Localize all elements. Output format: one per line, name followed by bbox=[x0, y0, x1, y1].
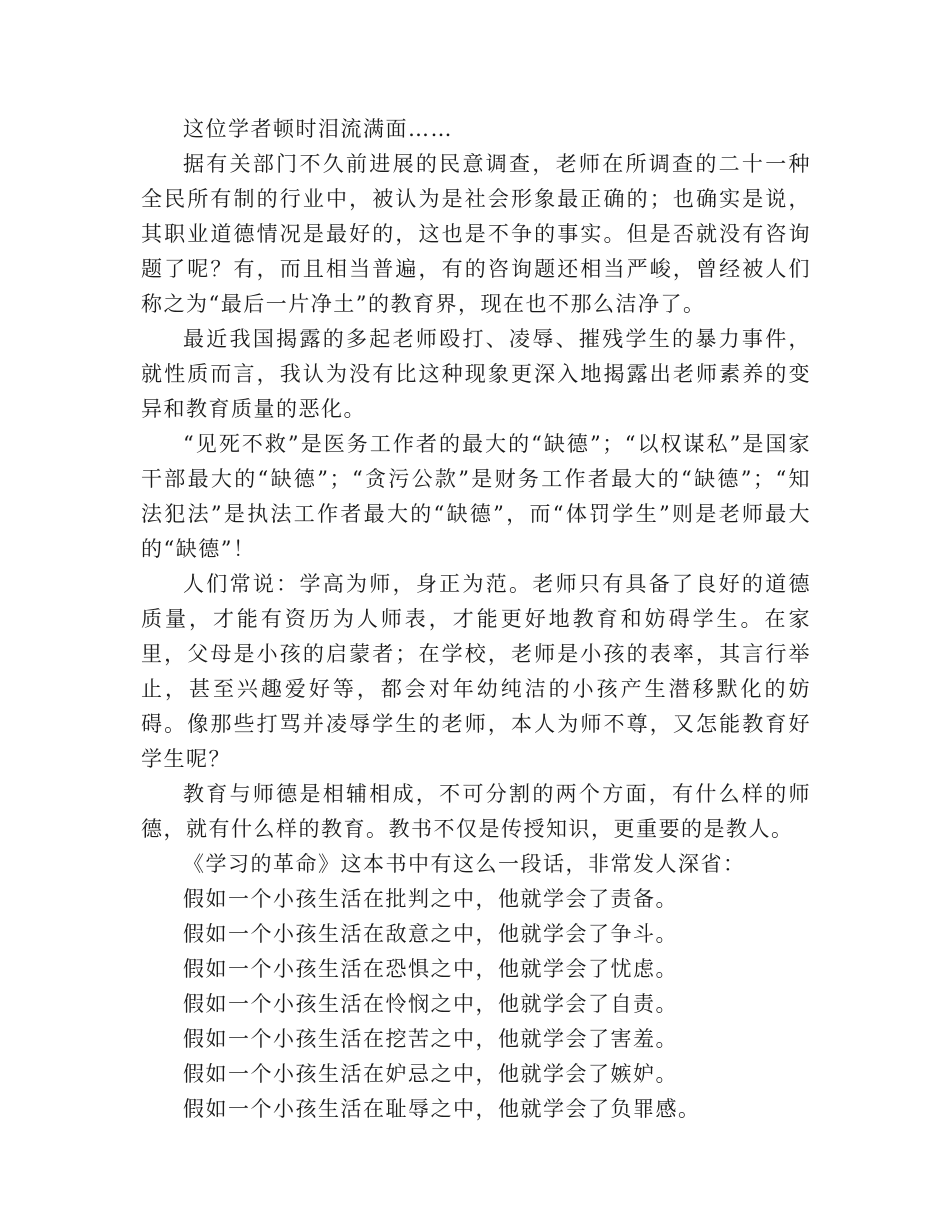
quote-line-7: 假如一个小孩生活在耻辱之中，他就学会了负罪感。 bbox=[183, 1097, 701, 1121]
paragraph-3: 最近我国揭露的多起老师殴打、凌辱、摧残学生的暴力事件，就性质而言，我认为没有比这种现象更深入地揭露出老师素养的变异和教育质量的恶化。 bbox=[141, 327, 811, 421]
quote-line-2: 假如一个小孩生活在敌意之中，他就学会了争斗。 bbox=[183, 922, 678, 946]
paragraph-5: 人们常说：学高为师，身正为范。老师只有具备了良好的道德质量，才能有资历为人师表，才能更好地教育和妨碍学生。在家里，父母是小孩的启蒙者；在学校，老师是小孩的表率，其言行举止，甚至兴趣爱好等，都会对年幼纯洁的小孩产生潜移默化的妨碍。像那些打骂并凌辱学生的老师，本人为师不尊，又怎能教育好学生呢？ bbox=[141, 572, 811, 771]
quote-line-6: 假如一个小孩生活在妒忌之中，他就学会了嫉妒。 bbox=[183, 1062, 678, 1086]
paragraph-4: “见死不救”是医务工作者的最大的“缺德”；“以权谋私”是国家干部最大的“缺德”；“贪污公款”是财务工作者最大的“缺德”；“知法犯法”是执法工作者最大的“缺德”，而“体罚学生”则是老师最大的“缺德”！ bbox=[141, 432, 811, 561]
paragraph-7: 《学习的革命》这本书中有这么一段话，非常发人深省： bbox=[183, 852, 746, 876]
paragraph-1: 这位学者顿时泪流满面…… bbox=[183, 117, 453, 141]
document-body bbox=[141, 112, 811, 1127]
paragraph-2: 据有关部门不久前进展的民意调查，老师在所调查的二十一种全民所有制的行业中，被认为是社会形象最正确的；也确实是说，其职业道德情况是最好的，这也是不争的事实。但是否就没有咨询题了呢？有，而且相当普遍，有的咨询题还相当严峻，曾经被人们称之为“最后一片净土”的教育界，现在也不那么洁净了。 bbox=[141, 152, 811, 316]
quote-line-1: 假如一个小孩生活在批判之中，他就学会了责备。 bbox=[183, 887, 678, 911]
quote-line-5: 假如一个小孩生活在挖苦之中，他就学会了害羞。 bbox=[183, 1027, 678, 1051]
quote-line-4: 假如一个小孩生活在怜悯之中，他就学会了自责。 bbox=[183, 992, 678, 1016]
paragraph-6: 教育与师德是相辅相成，不可分割的两个方面，有什么样的师德，就有什么样的教育。教书不仅是传授知识，更重要的是教人。 bbox=[141, 782, 811, 841]
quote-line-3: 假如一个小孩生活在恐惧之中，他就学会了忧虑。 bbox=[183, 957, 678, 981]
